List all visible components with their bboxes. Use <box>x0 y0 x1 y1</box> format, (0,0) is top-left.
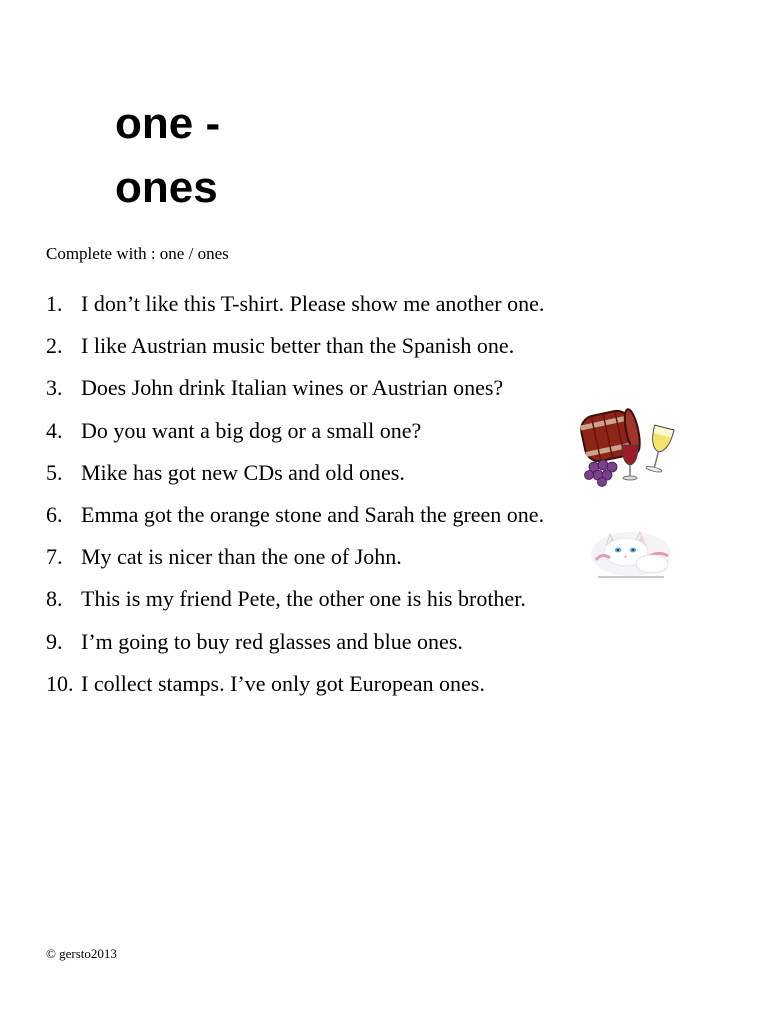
item-text: I like Austrian music better than the Spanish one. <box>81 333 515 359</box>
list-item <box>46 367 544 409</box>
item-text: My cat is nicer than the one of John. <box>81 544 402 570</box>
item-number: 7. <box>46 544 63 570</box>
item-number: 2. <box>46 333 63 359</box>
item-text: Do you want a big dog or a small one? <box>81 417 422 443</box>
item-text: I collect stamps. I’ve only got European ones. <box>81 670 485 696</box>
item-text: I’m going to buy red glasses and blue ones. <box>81 628 463 654</box>
list-item <box>46 663 544 705</box>
item-number: 5. <box>46 459 63 485</box>
title-line-1: one - <box>115 99 221 148</box>
list-item <box>46 325 544 367</box>
exercise-list <box>46 283 544 705</box>
item-text: Does John drink Italian wines or Austrian ones? <box>81 375 504 401</box>
item-text: This is my friend Pete, the other one is his brother. <box>81 586 526 612</box>
item-number: 6. <box>46 501 63 527</box>
item-number: 4. <box>46 417 63 443</box>
list-item <box>46 536 544 578</box>
worksheet-title <box>115 92 220 220</box>
item-number: 8. <box>46 586 63 612</box>
list-item <box>46 494 544 536</box>
copyright-footer: © gersto2013 <box>46 946 117 961</box>
list-item <box>46 621 544 663</box>
item-number: 1. <box>46 291 63 316</box>
list-item <box>46 452 544 494</box>
instruction-text: Complete with : one / ones <box>46 244 229 263</box>
item-number: 3. <box>46 375 63 401</box>
list-item <box>46 578 544 620</box>
list-item <box>46 410 544 452</box>
wine-barrel-icon <box>578 405 678 487</box>
item-number: 10. <box>46 670 74 696</box>
item-text: Mike has got new CDs and old ones. <box>81 459 405 485</box>
item-text: I don’t like this T-shirt. Please show me another one. <box>81 291 545 316</box>
title-line-2: ones <box>115 163 218 212</box>
list-item <box>46 283 544 325</box>
item-number: 9. <box>46 628 63 654</box>
white-cat-icon <box>588 522 674 582</box>
item-text: Emma got the orange stone and Sarah the green one. <box>81 501 545 527</box>
